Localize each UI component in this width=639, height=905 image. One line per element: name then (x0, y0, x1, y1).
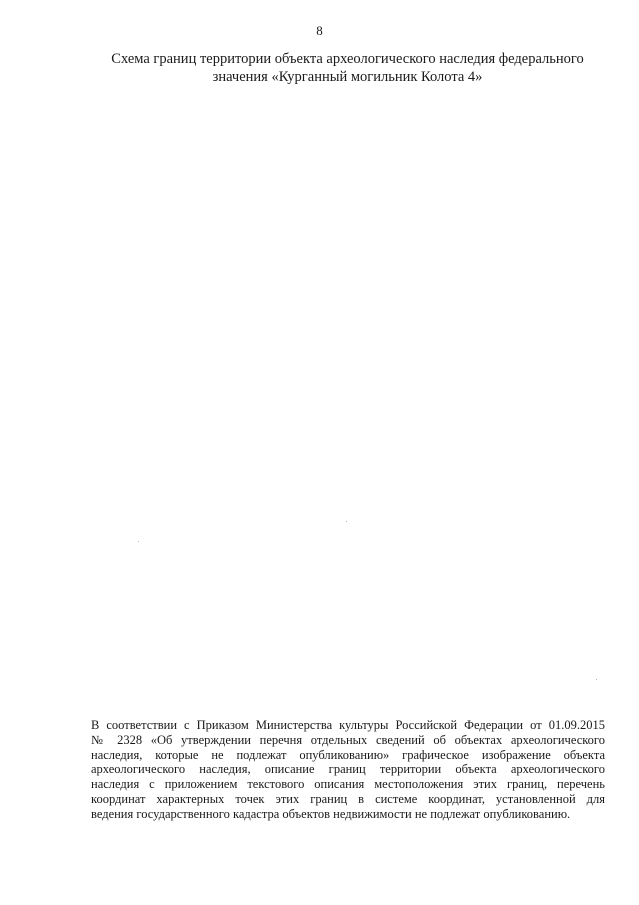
non-publication-notice (91, 718, 605, 822)
scan-speck (138, 541, 139, 542)
scan-speck (596, 679, 597, 680)
title-line: Схема границ территории объекта археологического наследия федерального (111, 51, 584, 67)
notice-line: № 2328 «Об утверждении перечня отдельных сведений об объектах археологического (91, 732, 605, 747)
notice-line: наследия с приложением текстового описания местоположения этих границ, перечень (91, 777, 605, 792)
scan-speck (346, 521, 347, 522)
notice-line: координат характерных точек этих границ в системе координат, установленной для (91, 791, 605, 806)
notice-line: В соответствии с Приказом Министерства культуры Российской Федерации от 01.09.2015 (91, 718, 605, 732)
notice-line: ведения государственного кадастра объектов недвижимости не подлежат опубликованию. (91, 806, 571, 821)
title-line: значения «Курганный могильник Колота 4» (212, 69, 483, 85)
document-title (90, 50, 605, 86)
page-number: 8 (316, 23, 323, 38)
notice-line: наследия, которые не подлежат опубликованию» графическое изображение объекта (91, 747, 605, 762)
notice-line: археологического наследия, описание границ территории объекта археологического (91, 762, 605, 777)
